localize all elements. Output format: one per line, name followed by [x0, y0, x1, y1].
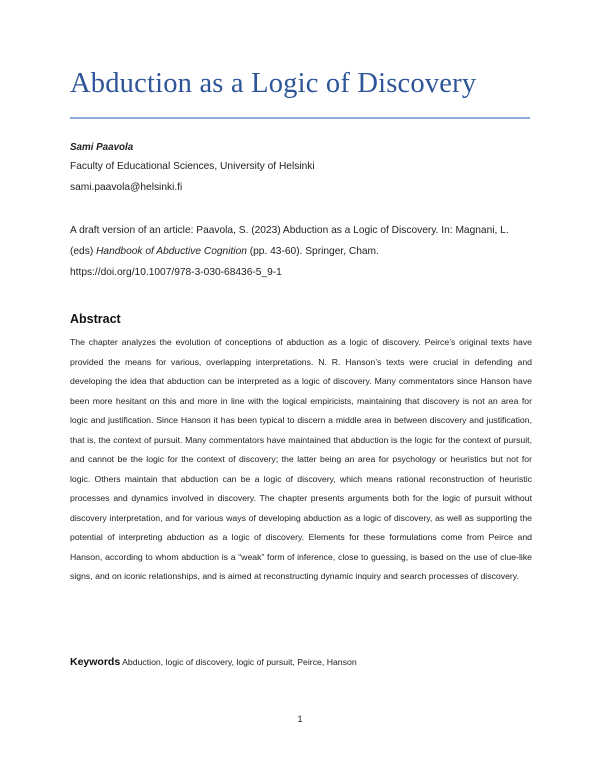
citation-book-title: Handbook of Abductive Cognition [96, 246, 247, 257]
author-name: Sami Paavola [70, 142, 134, 153]
paper-title: Abduction as a Logic of Discovery [70, 68, 477, 99]
title-divider [70, 117, 530, 119]
keywords-text: Abduction, logic of discovery, logic of pursuit, Peirce, Hanson [122, 657, 357, 667]
keywords-label: Keywords [70, 656, 121, 668]
citation-line-1: A draft version of an article: Paavola, S. (2023) Abduction as a Logic of Discovery. In: Magnani, L. [70, 225, 509, 236]
page-number: 1 [297, 714, 303, 724]
author-email: sami.paavola@helsinki.fi [70, 182, 183, 193]
keywords-line [70, 656, 357, 668]
author-affiliation: Faculty of Educational Sciences, University of Helsinki [70, 161, 315, 172]
citation-doi: https://doi.org/10.1007/978-3-030-68436-5_9-1 [70, 267, 282, 278]
citation-line-2 [70, 246, 379, 257]
citation-pages-publisher: (pp. 43-60). Springer, Cham. [249, 246, 379, 257]
citation-eds: (eds) [70, 246, 94, 257]
abstract-heading: Abstract [70, 312, 121, 326]
abstract-body: The chapter analyzes the evolution of conceptions of abduction as a logic of discovery. Peirce’s original texts have provided the means for various, overlapping interpretations. N. R. Hanson’s texts were crucial in defending and developing the idea that abduction can be interpreted as a logic of discovery. Many commentators since Hanson have been more hesitant on this and more in line with the logical empiricists, maintaining that discovery is not an area for logic and justification. Since Hanson it has been typical to discern a middle area in between discovery and justification, that is, the context of pursuit. Many commentators have maintained that abduction is the logic for the context of pursuit, and cannot be the logic for the context of discovery; the latter being an area for psychology or heuristics but not for logic. Others maintain that abduction can be a logic of discovery, which means rational reconstruction of heuristic processes and dynamics involved in discovery. The chapter presents arguments both for the logic of pursuit without discovery interpretation, and for various ways of developing abduction as a logic of discovery, as well as supporting the potential of interpreting abduction as a logic of discovery. Elements for these formulations come from Peirce and Hanson, according to whom abduction is a “weak” form of inference, close to guessing, is based on the use of clue-like signs, and on iconic relationships, and is aimed at reconstructing dynamic inquiry and search processes of discovery. [70, 337, 532, 581]
